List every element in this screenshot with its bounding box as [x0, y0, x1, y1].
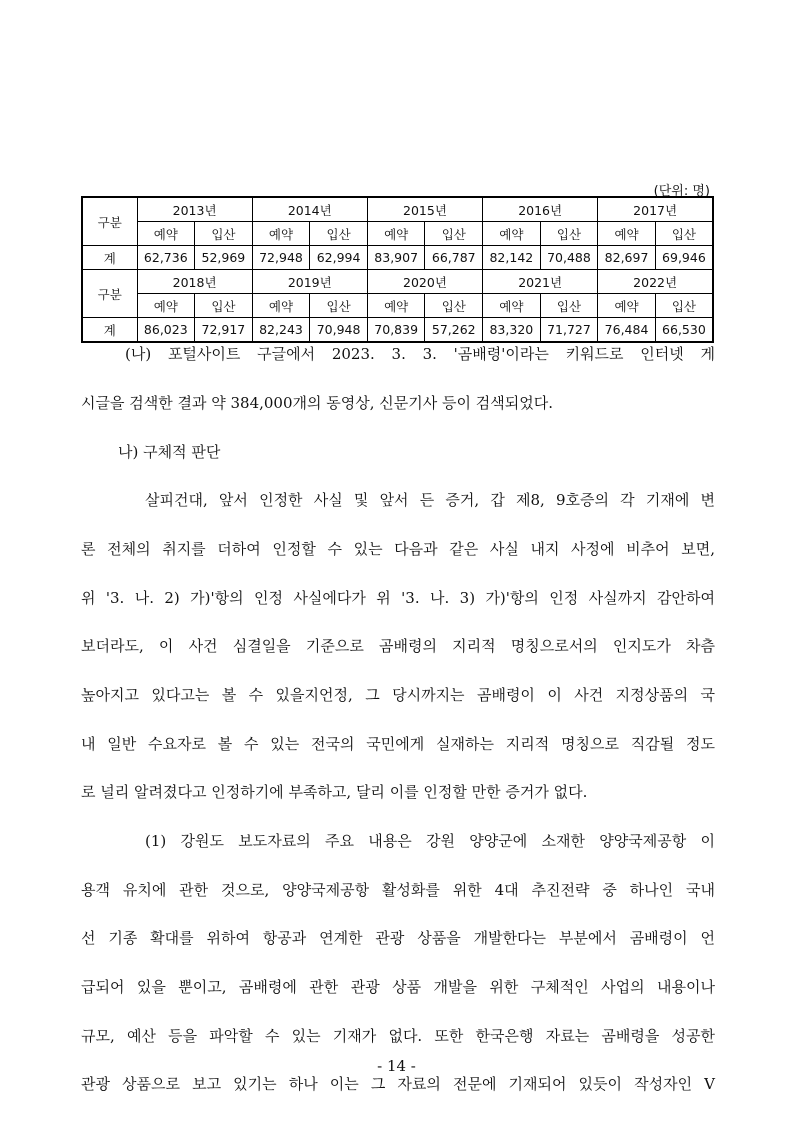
unit-label: (단위: 명)	[653, 184, 710, 199]
reservation-header-cell: 예약	[483, 222, 541, 246]
entry-header-cell: 입산	[540, 294, 598, 318]
entry-header-cell: 입산	[310, 222, 368, 246]
category-header-cell: 구분	[82, 197, 137, 246]
statistics-table	[81, 196, 714, 343]
paragraph-line: 론 전체의 취지를 더하여 인정할 수 있는 다음과 같은 사실 내지 사정에 비추어 보면,	[81, 540, 715, 558]
value-cell: 70,839	[367, 318, 425, 343]
paragraph-line: 보더라도, 이 사건 심결일을 기준으로 곰배령의 지리적 명칭으로서의 인지도가 차츰	[81, 637, 715, 655]
reservation-header-cell: 예약	[137, 222, 195, 246]
value-cell: 57,262	[425, 318, 483, 343]
value-cell: 72,948	[252, 246, 310, 270]
value-cell: 62,994	[310, 246, 368, 270]
value-cell: 62,736	[137, 246, 195, 270]
table-header-row	[82, 197, 713, 222]
value-cell: 76,484	[598, 318, 656, 343]
year-header-cell: 2015년	[367, 197, 482, 222]
year-header-cell: 2019년	[252, 270, 367, 294]
paragraph-line: 급되어 있을 뿐이고, 곰배령에 관한 관광 상품 개발을 위한 구체적인 사업의 내용이나	[81, 978, 715, 996]
value-cell: 82,243	[252, 318, 310, 343]
entry-header-cell: 입산	[425, 294, 483, 318]
paragraph-line: 선 기종 확대를 위하여 항공과 연계한 관광 상품을 개발한다는 부분에서 곰배령이 언	[81, 929, 715, 947]
reservation-header-cell: 예약	[137, 294, 195, 318]
year-header-cell: 2016년	[483, 197, 598, 222]
year-header-cell: 2021년	[483, 270, 598, 294]
table-subheader-row	[82, 222, 713, 246]
paragraph-line: (1) 강원도 보도자료의 주요 내용은 강원 양양군에 소재한 양양국제공항 이	[145, 832, 715, 850]
year-header-cell: 2017년	[598, 197, 713, 222]
reservation-header-cell: 예약	[598, 294, 656, 318]
value-cell: 70,488	[540, 246, 598, 270]
paragraph-line: 위 '3. 나. 2) 가)'항의 인정 사실에다가 위 '3. 나. 3) 가)'항의 인정 사실까지 감안하여	[81, 589, 715, 607]
paragraph-line: 규모, 예산 등을 파악할 수 있는 기재가 없다. 또한 한국은행 자료는 곰배령을 성공한	[81, 1027, 715, 1045]
category-header-cell: 구분	[82, 270, 137, 318]
value-cell: 71,727	[540, 318, 598, 343]
entry-header-cell: 입산	[195, 294, 253, 318]
value-cell: 72,917	[195, 318, 253, 343]
reservation-header-cell: 예약	[252, 222, 310, 246]
total-label-cell: 계	[82, 246, 137, 270]
page-number: - 14 -	[377, 1057, 416, 1075]
reservation-header-cell: 예약	[483, 294, 541, 318]
entry-header-cell: 입산	[425, 222, 483, 246]
year-header-cell: 2013년	[137, 197, 252, 222]
value-cell: 70,948	[310, 318, 368, 343]
entry-header-cell: 입산	[195, 222, 253, 246]
reservation-header-cell: 예약	[367, 222, 425, 246]
year-header-cell: 2014년	[252, 197, 367, 222]
paragraph-line: 살피건대, 앞서 인정한 사실 및 앞서 든 증거, 갑 제8, 9호증의 각 기재에 변	[145, 491, 715, 509]
paragraph-line: 용객 유치에 관한 것으로, 양양국제공항 활성화를 위한 4대 추진전략 중 하나인 국내	[81, 881, 715, 899]
entry-header-cell: 입산	[655, 222, 713, 246]
paragraph-line: 로 널리 알려졌다고 인정하기에 부족하고, 달리 이를 인정할 만한 증거가 없다.	[81, 783, 588, 801]
value-cell: 83,320	[483, 318, 541, 343]
value-cell: 82,697	[598, 246, 656, 270]
table-row	[82, 246, 713, 270]
entry-header-cell: 입산	[540, 222, 598, 246]
table-subheader-row	[82, 294, 713, 318]
value-cell: 83,907	[367, 246, 425, 270]
total-label-cell: 계	[82, 318, 137, 343]
reservation-header-cell: 예약	[252, 294, 310, 318]
value-cell: 86,023	[137, 318, 195, 343]
value-cell: 66,787	[425, 246, 483, 270]
paragraph-line: 내 일반 수요자로 볼 수 있는 전국의 국민에게 실재하는 지리적 명칭으로 직감될 정도	[81, 735, 715, 753]
reservation-header-cell: 예약	[367, 294, 425, 318]
year-header-cell: 2018년	[137, 270, 252, 294]
value-cell: 69,946	[655, 246, 713, 270]
paragraph-line: 시글을 검색한 결과 약 384,000개의 동영상, 신문기사 등이 검색되었다.	[81, 394, 553, 412]
paragraph-line: (나) 포털사이트 구글에서 2023. 3. 3. '곰배령'이라는 키워드로 인터넷 게	[125, 345, 715, 363]
value-cell: 82,142	[483, 246, 541, 270]
section-heading: 나) 구체적 판단	[118, 443, 221, 461]
entry-header-cell: 입산	[655, 294, 713, 318]
year-header-cell: 2022년	[598, 270, 713, 294]
entry-header-cell: 입산	[310, 294, 368, 318]
value-cell: 66,530	[655, 318, 713, 343]
table-header-row	[82, 270, 713, 294]
paragraph-line: 관광 상품으로 보고 있기는 하나 이는 그 자료의 전문에 기재되어 있듯이 작성자인 V	[81, 1075, 715, 1093]
year-header-cell: 2020년	[367, 270, 482, 294]
reservation-header-cell: 예약	[598, 222, 656, 246]
value-cell: 52,969	[195, 246, 253, 270]
paragraph-line: 높아지고 있다고는 볼 수 있을지언정, 그 당시까지는 곰배령이 이 사건 지정상품의 국	[81, 686, 715, 704]
